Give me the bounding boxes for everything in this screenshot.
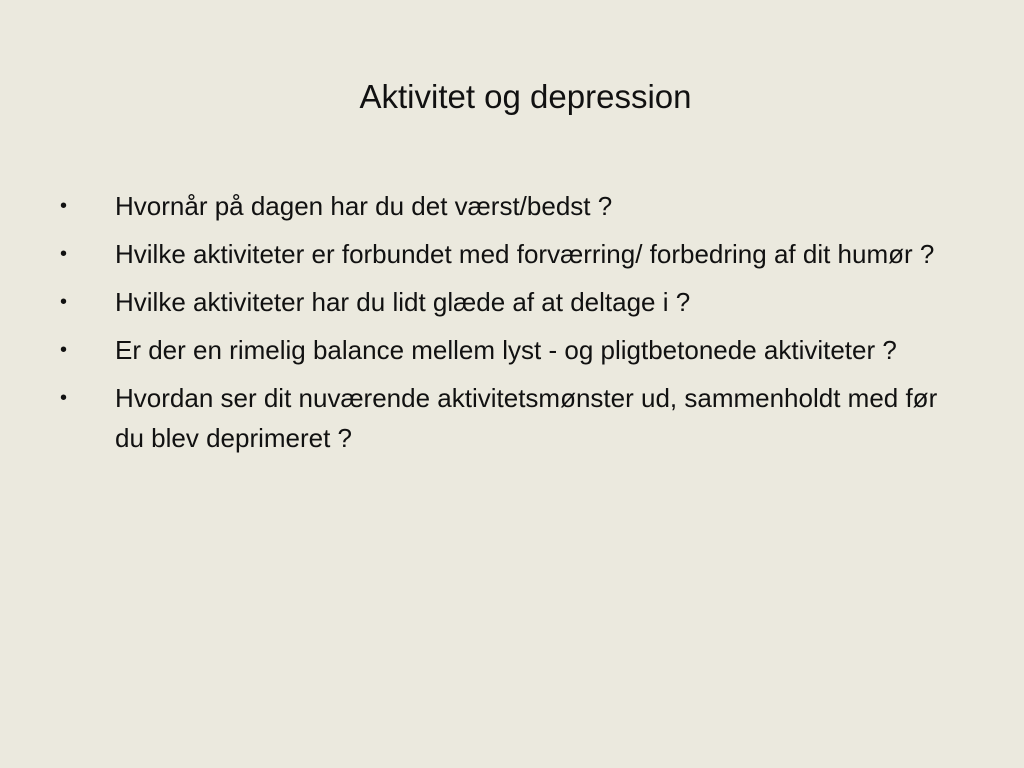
bullet-text: Hvornår på dagen har du det værst/bedst ? <box>115 191 613 221</box>
bullet-text: Hvilke aktiviteter har du lidt glæde af at deltage i ? <box>115 287 691 317</box>
bullet-text: Hvilke aktiviteter er forbundet med forværring/ forbedring af dit humør ? <box>115 239 935 269</box>
bullet-icon: • <box>60 291 68 313</box>
bullet-icon: • <box>60 387 68 409</box>
bullet-icon: • <box>60 243 68 265</box>
slide-title: Aktivitet og depression <box>359 78 692 115</box>
bullet-icon: • <box>60 339 68 361</box>
list-item <box>0 330 1024 370</box>
list-item <box>0 378 1024 458</box>
list-item <box>0 186 1024 226</box>
bullet-text: Er der en rimelig balance mellem lyst - og pligtbetonede aktiviteter ? <box>115 335 897 365</box>
bullet-text: Hvordan ser dit nuværende aktivitetsmønster ud, sammenholdt med før du blev deprimeret ? <box>115 383 938 453</box>
bullet-icon: • <box>60 195 68 217</box>
list-item <box>0 234 1024 274</box>
list-item <box>0 282 1024 322</box>
bullet-list <box>0 186 1024 466</box>
